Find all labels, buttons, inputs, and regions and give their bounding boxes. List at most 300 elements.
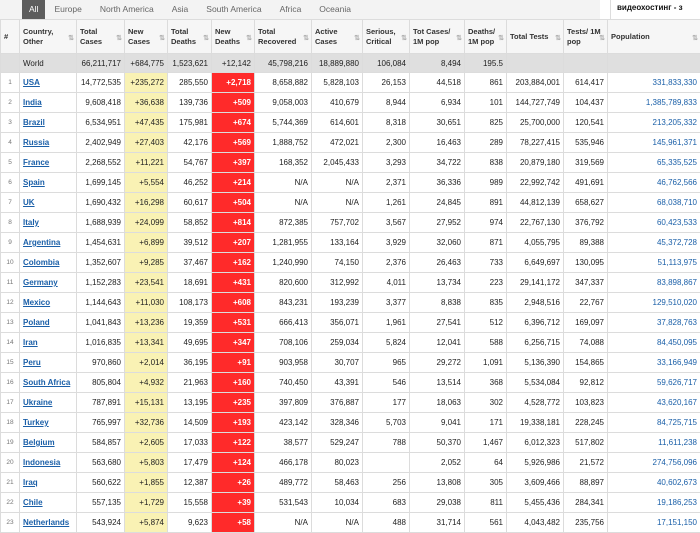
country-link[interactable]: Indonesia [23,458,60,467]
table-cell: 145,961,371 [608,133,700,153]
table-cell: 1,688,939 [77,213,125,233]
column-header-label: Total Tests [510,32,548,41]
table-row [1,353,700,373]
table-row [1,473,700,493]
table-cell: +11,221 [125,153,168,173]
table-cell: N/A [312,193,363,213]
table-cell: 614,417 [564,73,608,93]
table-cell: +36,638 [125,93,168,113]
table-cell: 1,240,990 [255,253,312,273]
table-cell: 4,043,482 [507,513,564,533]
sort-icon[interactable]: ⇅ [498,34,504,44]
tab-oceania[interactable]: Oceania [310,0,360,19]
country-link[interactable]: Chile [23,498,43,507]
table-cell: 3,293 [363,153,410,173]
country-link[interactable]: Argentina [23,238,60,247]
table-cell: 22 [1,493,20,513]
table-cell: 8,494 [410,54,465,73]
table-row [1,193,700,213]
table-cell: +160 [212,373,255,393]
table-cell: 787,891 [77,393,125,413]
column-header[interactable] [212,20,255,54]
table-row [1,313,700,333]
column-header[interactable] [20,20,77,54]
table-cell: 1,385,789,833 [608,93,700,113]
table-cell: 835 [465,293,507,313]
table-cell: 733 [465,253,507,273]
table-cell: 14 [1,333,20,353]
table-cell: 24,845 [410,193,465,213]
table-cell: 104,437 [564,93,608,113]
table-cell: +27,403 [125,133,168,153]
sort-icon[interactable]: ⇅ [246,34,252,44]
table-cell: 31,714 [410,513,465,533]
table-row [1,93,700,113]
table-cell: 765,997 [77,413,125,433]
table-cell: 512 [465,313,507,333]
table-cell [1,54,20,73]
table-cell: 49,695 [168,333,212,353]
column-header[interactable] [125,20,168,54]
table-cell: 6,649,697 [507,253,564,273]
table-cell: 5,455,436 [507,493,564,513]
table-cell: 6,256,715 [507,333,564,353]
table-cell: 12,041 [410,333,465,353]
table-cell: 30,707 [312,353,363,373]
table-row [1,233,700,253]
table-cell: 6,396,712 [507,313,564,333]
table-cell: 3 [1,113,20,133]
table-cell: +162 [212,253,255,273]
table-cell: 397,809 [255,393,312,413]
table-cell: +235 [212,393,255,413]
table-cell: +23,541 [125,273,168,293]
table-cell: 45,372,728 [608,233,700,253]
table-cell: 5 [1,153,20,173]
table-cell: 139,736 [168,93,212,113]
table-row [1,113,700,133]
table-cell: +9,285 [125,253,168,273]
column-header-label: Tot Cases/ 1M pop [413,27,450,46]
table-cell: 965 [363,353,410,373]
sort-icon[interactable]: ⇅ [68,34,74,44]
table-cell: 2,268,552 [77,153,125,173]
table-cell: 872,385 [255,213,312,233]
column-header[interactable] [168,20,212,54]
table-cell: +2,605 [125,433,168,453]
sort-icon[interactable]: ⇅ [401,34,407,44]
table-cell: +47,435 [125,113,168,133]
table-cell: 18,063 [410,393,465,413]
column-header-label: New Cases [128,27,150,46]
sort-icon[interactable]: ⇅ [555,34,561,44]
table-cell: 2,300 [363,133,410,153]
country-link[interactable]: Netherlands [23,518,69,527]
table-cell: 517,802 [564,433,608,453]
sort-icon[interactable]: ⇅ [159,34,165,44]
table-cell: 22,767,130 [507,213,564,233]
table-cell: 129,510,020 [608,293,700,313]
table-cell: 588 [465,333,507,353]
country-link[interactable]: Turkey [23,418,49,427]
column-header[interactable] [465,20,507,54]
sort-icon[interactable]: ⇅ [116,34,122,44]
country-link[interactable]: Brazil [23,118,45,127]
column-header[interactable] [1,20,20,54]
table-cell: 171 [465,413,507,433]
table-cell: 903,958 [255,353,312,373]
table-cell [20,413,77,433]
sort-icon[interactable]: ⇅ [354,34,360,44]
table-cell: 328,346 [312,413,363,433]
country-link[interactable]: Spain [23,178,45,187]
table-cell: 50,370 [410,433,465,453]
table-cell: 584,857 [77,433,125,453]
table-cell: +124 [212,453,255,473]
table-cell: 5,744,369 [255,113,312,133]
table-cell: +531 [212,313,255,333]
table-cell: 17,033 [168,433,212,453]
table-cell: 2 [1,93,20,113]
table-cell: 535,946 [564,133,608,153]
table-cell: +13,341 [125,333,168,353]
sort-icon[interactable]: ⇅ [203,34,209,44]
column-header-label: Active Cases [315,27,338,46]
table-cell: 989 [465,173,507,193]
table-cell: +13,236 [125,313,168,333]
country-link[interactable]: Italy [23,218,39,227]
table-cell [20,273,77,293]
sort-icon[interactable]: ⇅ [456,34,462,44]
column-header[interactable] [255,20,312,54]
table-row [1,293,700,313]
table-row [1,513,700,533]
table-cell: 14,772,535 [77,73,125,93]
country-link[interactable]: Germany [23,278,58,287]
table-cell [20,73,77,93]
table-cell: 154,865 [564,353,608,373]
table-cell: 3,609,466 [507,473,564,493]
table-cell: 44,812,139 [507,193,564,213]
table-cell: 15,558 [168,493,212,513]
column-header-label: Total Recovered [258,27,296,46]
table-cell: 168,352 [255,153,312,173]
table-cell [20,153,77,173]
table-cell: 46,252 [168,173,212,193]
table-cell: 2,376 [363,253,410,273]
table-cell: +814 [212,213,255,233]
table-cell: 3,929 [363,233,410,253]
table-cell [20,293,77,313]
table-cell: +674 [212,113,255,133]
table-cell: 37,828,763 [608,313,700,333]
table-cell [20,353,77,373]
table-cell: 8,944 [363,93,410,113]
table-cell: 36,195 [168,353,212,373]
country-link[interactable]: India [23,98,42,107]
table-cell: 531,543 [255,493,312,513]
column-header[interactable] [312,20,363,54]
column-header[interactable] [363,20,410,54]
table-cell: 22,767 [564,293,608,313]
table-cell: 11,611,238 [608,433,700,453]
table-cell: +1,729 [125,493,168,513]
table-cell: 6,534,951 [77,113,125,133]
table-cell: World [20,54,77,73]
table-cell: 5,824 [363,333,410,353]
table-cell [20,473,77,493]
table-cell: 27,952 [410,213,465,233]
table-cell: 21,963 [168,373,212,393]
table-cell [20,93,77,113]
table-cell: 546 [363,373,410,393]
table-cell: +397 [212,153,255,173]
table-cell: 5,534,084 [507,373,564,393]
table-cell: N/A [312,173,363,193]
table-cell: +39 [212,493,255,513]
table-cell: 256 [363,473,410,493]
table-cell: 658,627 [564,193,608,213]
table-cell: +5,803 [125,453,168,473]
table-cell: 26,153 [363,73,410,93]
table-cell: 17 [1,393,20,413]
column-header[interactable] [564,20,608,54]
table-cell: 106,084 [363,54,410,73]
table-cell [20,493,77,513]
table-cell: 144,727,749 [507,93,564,113]
table-cell: 9,041 [410,413,465,433]
table-cell: 34,722 [410,153,465,173]
table-cell [20,173,77,193]
table-row [1,273,700,293]
table-cell: +11,030 [125,293,168,313]
table-cell: 21,572 [564,453,608,473]
table-cell: 871 [465,233,507,253]
table-cell: 11 [1,273,20,293]
table-cell: 44,518 [410,73,465,93]
table-cell: 213,205,332 [608,113,700,133]
table-cell: 489,772 [255,473,312,493]
table-cell: N/A [312,513,363,533]
table-cell [20,133,77,153]
table-row [1,453,700,473]
sort-icon[interactable]: ⇅ [303,34,309,44]
table-cell: +684,775 [125,54,168,73]
table-cell [20,333,77,353]
country-link[interactable]: Mexico [23,298,50,307]
table-cell: 1,888,752 [255,133,312,153]
table-cell: 78,227,415 [507,133,564,153]
table-cell: 472,021 [312,133,363,153]
table-row [1,493,700,513]
table-cell: 811 [465,493,507,513]
table-cell: 89,388 [564,233,608,253]
tab-africa[interactable]: Africa [271,0,311,19]
tab-europe[interactable]: Europe [45,0,90,19]
table-cell [20,213,77,233]
table-cell: 7 [1,193,20,213]
table-cell: 120,541 [564,113,608,133]
table-cell: 177 [363,393,410,413]
table-cell: +12,142 [212,54,255,73]
country-link[interactable]: Russia [23,138,49,147]
header-row [1,20,700,54]
tab-asia[interactable]: Asia [163,0,198,19]
table-cell: 1,016,835 [77,333,125,353]
table-cell: 423,142 [255,413,312,433]
table-cell: 4,055,795 [507,233,564,253]
country-link[interactable]: France [23,158,49,167]
table-cell: 8,658,882 [255,73,312,93]
country-link[interactable]: USA [23,78,40,87]
country-link[interactable]: Colombia [23,258,59,267]
table-row [1,73,700,93]
table-cell: 1,152,283 [77,273,125,293]
table-cell: 195.5 [465,54,507,73]
table-cell: 331,833,330 [608,73,700,93]
table-cell: 285,550 [168,73,212,93]
country-link[interactable]: South Africa [23,378,70,387]
table-cell: 59,626,717 [608,373,700,393]
table-cell: 65,335,525 [608,153,700,173]
column-header[interactable] [77,20,125,54]
table-cell: +1,855 [125,473,168,493]
table-cell: 825 [465,113,507,133]
table-cell: 17,479 [168,453,212,473]
table-cell [20,253,77,273]
table-cell: +15,131 [125,393,168,413]
table-cell: 614,601 [312,113,363,133]
table-cell: 18 [1,413,20,433]
column-header-label: Tests/ 1M pop [567,27,601,46]
table-cell: 13,808 [410,473,465,493]
table-cell: 683 [363,493,410,513]
table-row [1,133,700,153]
table-cell: +122 [212,433,255,453]
table-cell: 29,272 [410,353,465,373]
tab-all[interactable]: All [22,0,45,19]
table-cell: 66,211,717 [77,54,125,73]
sort-icon[interactable]: ⇅ [692,34,698,44]
table-cell: +16,298 [125,193,168,213]
table-cell: 376,887 [312,393,363,413]
table-cell: 13,514 [410,373,465,393]
table-cell: 19,186,253 [608,493,700,513]
table-cell: 228,245 [564,413,608,433]
table-cell: 169,097 [564,313,608,333]
table-cell: 26,463 [410,253,465,273]
country-link[interactable]: Peru [23,358,41,367]
table-cell: 60,423,533 [608,213,700,233]
country-link[interactable]: Iran [23,338,38,347]
popup-title: видеохостинг - з [617,3,700,12]
table-cell: 1 [1,73,20,93]
table-cell: 543,924 [77,513,125,533]
table-cell: 42,176 [168,133,212,153]
table-cell: 843,231 [255,293,312,313]
table-cell: 9,058,003 [255,93,312,113]
column-header[interactable] [410,20,465,54]
table-cell: 22,992,742 [507,173,564,193]
table-cell: 557,135 [77,493,125,513]
table-cell: 319,569 [564,153,608,173]
table-cell [20,393,77,413]
table-cell: 84,450,095 [608,333,700,353]
table-cell: 970,860 [77,353,125,373]
tab-north-america[interactable]: North America [91,0,163,19]
table-cell: 312,992 [312,273,363,293]
country-link[interactable]: Poland [23,318,50,327]
table-cell: 6,012,323 [507,433,564,453]
table-cell: +569 [212,133,255,153]
table-cell: 8,318 [363,113,410,133]
table-cell: 33,166,949 [608,353,700,373]
column-header[interactable] [507,20,564,54]
country-link[interactable]: Iraq [23,478,38,487]
region-tabs [0,0,600,19]
country-link[interactable]: Ukraine [23,398,52,407]
table-cell: 45,798,216 [255,54,312,73]
table-cell: 10 [1,253,20,273]
table-cell: 4,528,772 [507,393,564,413]
table-cell: +207 [212,233,255,253]
table-cell: 13 [1,313,20,333]
table-cell: 305 [465,473,507,493]
table-cell [363,453,410,473]
table-cell: 175,981 [168,113,212,133]
table-cell: +509 [212,93,255,113]
table-cell: 1,041,843 [77,313,125,333]
table-cell: 68,038,710 [608,193,700,213]
table-cell: 29,038 [410,493,465,513]
country-link[interactable]: Belgium [23,438,55,447]
column-header-label: # [4,32,8,41]
table-row [1,413,700,433]
table-cell [20,453,77,473]
table-cell: 12,387 [168,473,212,493]
table-cell: +5,874 [125,513,168,533]
table-cell: 1,091 [465,353,507,373]
table-cell: 4 [1,133,20,153]
table-cell: 36,336 [410,173,465,193]
table-cell: 561 [465,513,507,533]
table-cell: 23 [1,513,20,533]
table-cell: N/A [255,173,312,193]
country-link[interactable]: UK [23,198,35,207]
table-cell [20,373,77,393]
table-cell: 39,512 [168,233,212,253]
column-header[interactable] [608,20,700,54]
table-cell: 43,391 [312,373,363,393]
table-cell: 20 [1,453,20,473]
table-row [1,213,700,233]
tab-south-america[interactable]: South America [197,0,270,19]
table-cell: 14,509 [168,413,212,433]
table-cell: 46,762,566 [608,173,700,193]
sort-icon[interactable]: ⇅ [599,34,605,44]
table-cell: +608 [212,293,255,313]
column-header-label: Population [611,32,650,41]
table-cell: 974 [465,213,507,233]
table-cell [608,54,700,73]
table-cell: +6,899 [125,233,168,253]
table-cell: 1,144,643 [77,293,125,313]
table-cell: 3,377 [363,293,410,313]
table-cell: 8,838 [410,293,465,313]
table-cell: 18,691 [168,273,212,293]
table-cell: 1,699,145 [77,173,125,193]
table-cell: 103,823 [564,393,608,413]
